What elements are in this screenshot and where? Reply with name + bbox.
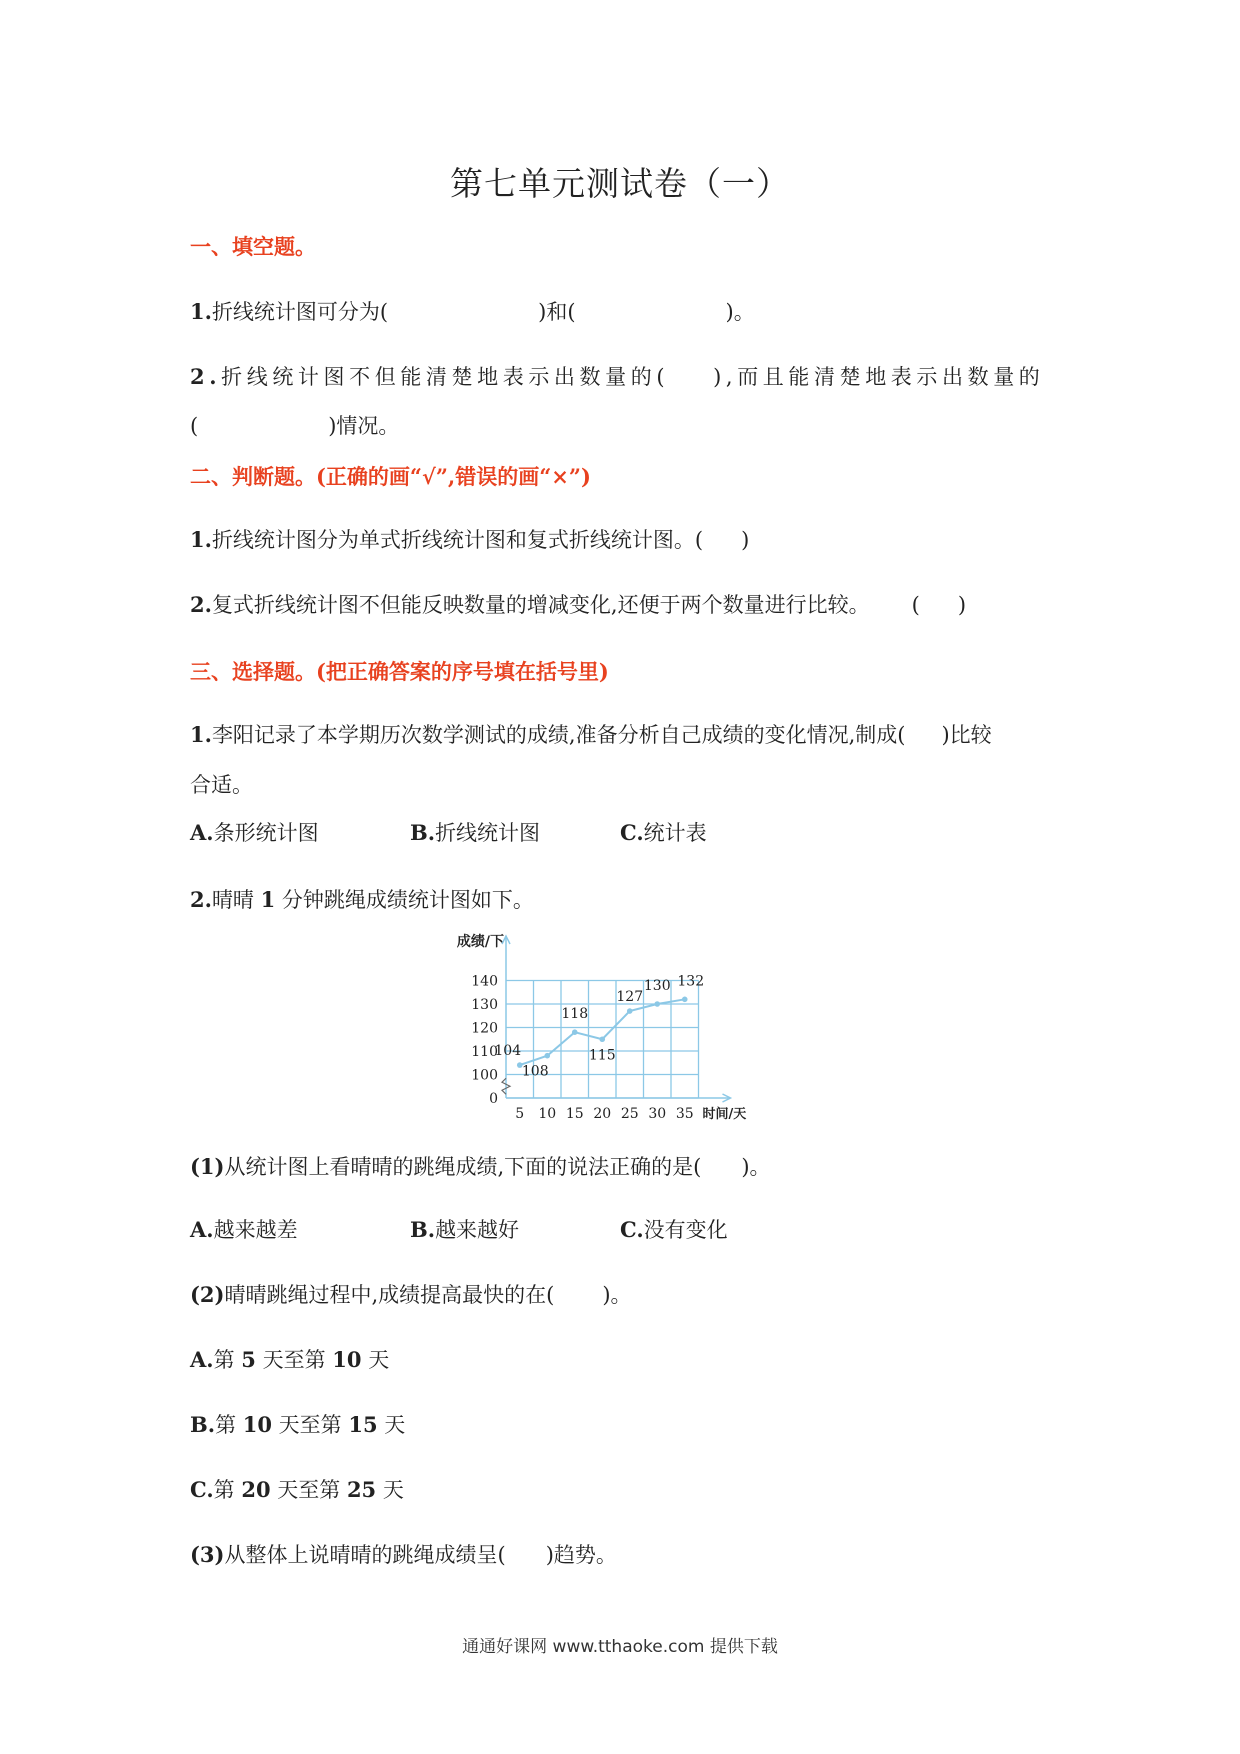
question-number: 1	[260, 887, 276, 912]
option-letter: A.	[190, 820, 214, 845]
option-a[interactable]	[190, 1215, 298, 1245]
option-text: 天	[376, 1478, 404, 1502]
data-label: 132	[677, 973, 705, 990]
option-number: 25	[346, 1477, 377, 1502]
x-tick-label: 35	[675, 1106, 694, 1122]
question-text: 晴晴跳绳过程中,成绩提高最快的在(	[224, 1283, 555, 1307]
question-text: 折线统计图可分为(	[211, 300, 389, 324]
option-letter: A.	[190, 1347, 214, 1372]
option-letter: C.	[620, 1217, 644, 1242]
x-tick-label: 25	[620, 1106, 639, 1122]
page-title: 第七单元测试卷（一）	[450, 164, 790, 203]
option-letter: C.	[620, 820, 644, 845]
y-tick-label: 100	[471, 1067, 498, 1084]
option-text: 越来越好	[435, 1218, 520, 1242]
question-text: 折线统计图分为单式折线统计图和复式折线统计图。(	[211, 528, 704, 552]
option-number: 5	[241, 1347, 256, 1372]
question-text: )趋势。	[545, 1543, 617, 1567]
question-text: 复式折线统计图不但能反映数量的增减变化,还便于两个数量进行比较。	[211, 593, 870, 617]
question-text: )。	[725, 300, 755, 324]
option-text: 没有变化	[643, 1218, 728, 1242]
jump-rope-line-chart	[456, 930, 790, 1140]
option-c[interactable]	[620, 818, 707, 848]
data-label: 130	[643, 978, 671, 994]
y-tick-label: 120	[471, 1020, 498, 1037]
data-point	[654, 1001, 660, 1007]
question-text: 李阳记录了本学期历次数学测试的成绩,准备分析自己成绩的变化情况,制成(	[211, 723, 906, 747]
y-tick-label: 110	[471, 1044, 498, 1060]
question-text: )	[741, 528, 750, 552]
option-letter: C.	[190, 1477, 214, 1502]
question-number: 1.	[190, 299, 212, 324]
option-text: 第	[215, 1413, 243, 1437]
data-point	[544, 1053, 550, 1059]
option-text: 天至第	[270, 1478, 347, 1502]
option-letter: B.	[410, 1217, 436, 1242]
sub-question-number: (2)	[190, 1282, 225, 1307]
question-text: )情况。	[328, 414, 400, 438]
option-b[interactable]	[410, 1215, 519, 1245]
question-number: 2.	[190, 887, 212, 912]
data-point	[627, 1008, 633, 1014]
question-1-1	[190, 297, 755, 327]
section-3-heading: 三、选择题。(把正确答案的序号填在括号里)	[190, 659, 609, 684]
sub-question-3	[190, 1540, 617, 1570]
question-number: 2.	[190, 364, 222, 389]
question-text: )和(	[538, 300, 576, 324]
data-label: 104	[494, 1043, 522, 1060]
data-label: 118	[561, 1006, 589, 1023]
option-number: 15	[348, 1412, 378, 1437]
y-tick-label: 130	[471, 997, 498, 1013]
x-tick-label: 5	[515, 1106, 525, 1122]
option-number: 10	[242, 1412, 272, 1437]
data-label: 115	[588, 1047, 616, 1064]
section-1-heading: 一、填空题。	[190, 234, 316, 259]
question-text: )	[957, 593, 967, 617]
option-text: 天至第	[271, 1413, 349, 1437]
sub-question-2	[190, 1280, 632, 1310]
question-text: 晴晴	[211, 888, 261, 912]
question-text: )比较	[941, 723, 992, 747]
data-label: 108	[521, 1063, 549, 1080]
question-text: 分钟跳绳成绩统计图如下。	[275, 888, 534, 912]
option-a[interactable]	[190, 818, 319, 848]
question-text: ),而且能清楚地表示出数量的	[713, 365, 1045, 389]
option-c[interactable]	[190, 1475, 404, 1505]
option-c[interactable]	[620, 1215, 728, 1245]
option-letter: B.	[410, 820, 436, 845]
question-text: 从整体上说晴晴的跳绳成绩呈(	[224, 1543, 506, 1567]
option-text: 越来越差	[213, 1218, 298, 1242]
x-tick-label: 10	[538, 1106, 557, 1122]
x-tick-label: 15	[565, 1106, 584, 1122]
option-text: 天	[377, 1413, 406, 1437]
option-text: 第	[213, 1478, 242, 1502]
option-text: 条形统计图	[213, 821, 319, 845]
question-text: (	[190, 414, 199, 438]
y-axis-title: 成绩/下	[456, 934, 504, 950]
question-text: )。	[741, 1155, 771, 1179]
option-number: 20	[241, 1477, 271, 1502]
option-text: 第	[213, 1348, 242, 1372]
option-number: 10	[332, 1347, 362, 1372]
x-tick-label: 20	[593, 1106, 612, 1122]
data-point	[599, 1036, 605, 1042]
question-3-1-cont: 合适。	[190, 773, 253, 797]
option-text: 折线统计图	[435, 821, 541, 845]
question-text: )。	[602, 1283, 632, 1307]
option-letter: B.	[190, 1412, 216, 1437]
question-number: 1.	[190, 527, 212, 552]
footer-credit: 通通好课网 www.tthaoke.com 提供下载	[462, 1637, 778, 1657]
data-point	[572, 1029, 578, 1035]
sub-question-number: (3)	[190, 1542, 225, 1567]
question-number: 1.	[190, 722, 212, 747]
question-1-2	[190, 362, 1044, 392]
option-a[interactable]	[190, 1345, 389, 1375]
data-point	[682, 997, 688, 1003]
question-number: 2.	[190, 592, 212, 617]
data-label: 127	[616, 989, 644, 1006]
option-text: 天	[361, 1348, 390, 1372]
option-b[interactable]	[190, 1410, 405, 1440]
option-letter: A.	[190, 1217, 214, 1242]
section-2-heading: 二、判断题。(正确的画“√”,错误的画“×”)	[190, 464, 591, 489]
question-3-1	[190, 720, 992, 750]
question-3-2	[190, 885, 534, 915]
option-text: 统计表	[643, 821, 707, 845]
y-tick-label: 0	[489, 1091, 498, 1107]
question-text: 折线统计图不但能清楚地表示出数量的(	[221, 365, 670, 389]
y-tick-label: 140	[471, 973, 498, 990]
question-text: 从统计图上看晴晴的跳绳成绩,下面的说法正确的是(	[224, 1155, 702, 1179]
question-text: (	[911, 593, 920, 617]
x-tick-label: 30	[648, 1106, 667, 1122]
sub-question-number: (1)	[190, 1154, 225, 1179]
option-b[interactable]	[410, 818, 540, 848]
question-2-2	[190, 590, 966, 620]
question-1-2-cont	[190, 411, 399, 441]
x-axis-title: 时间/天	[702, 1107, 747, 1122]
question-2-1	[190, 525, 749, 555]
sub-question-1	[190, 1152, 771, 1182]
option-text: 天至第	[255, 1348, 333, 1372]
